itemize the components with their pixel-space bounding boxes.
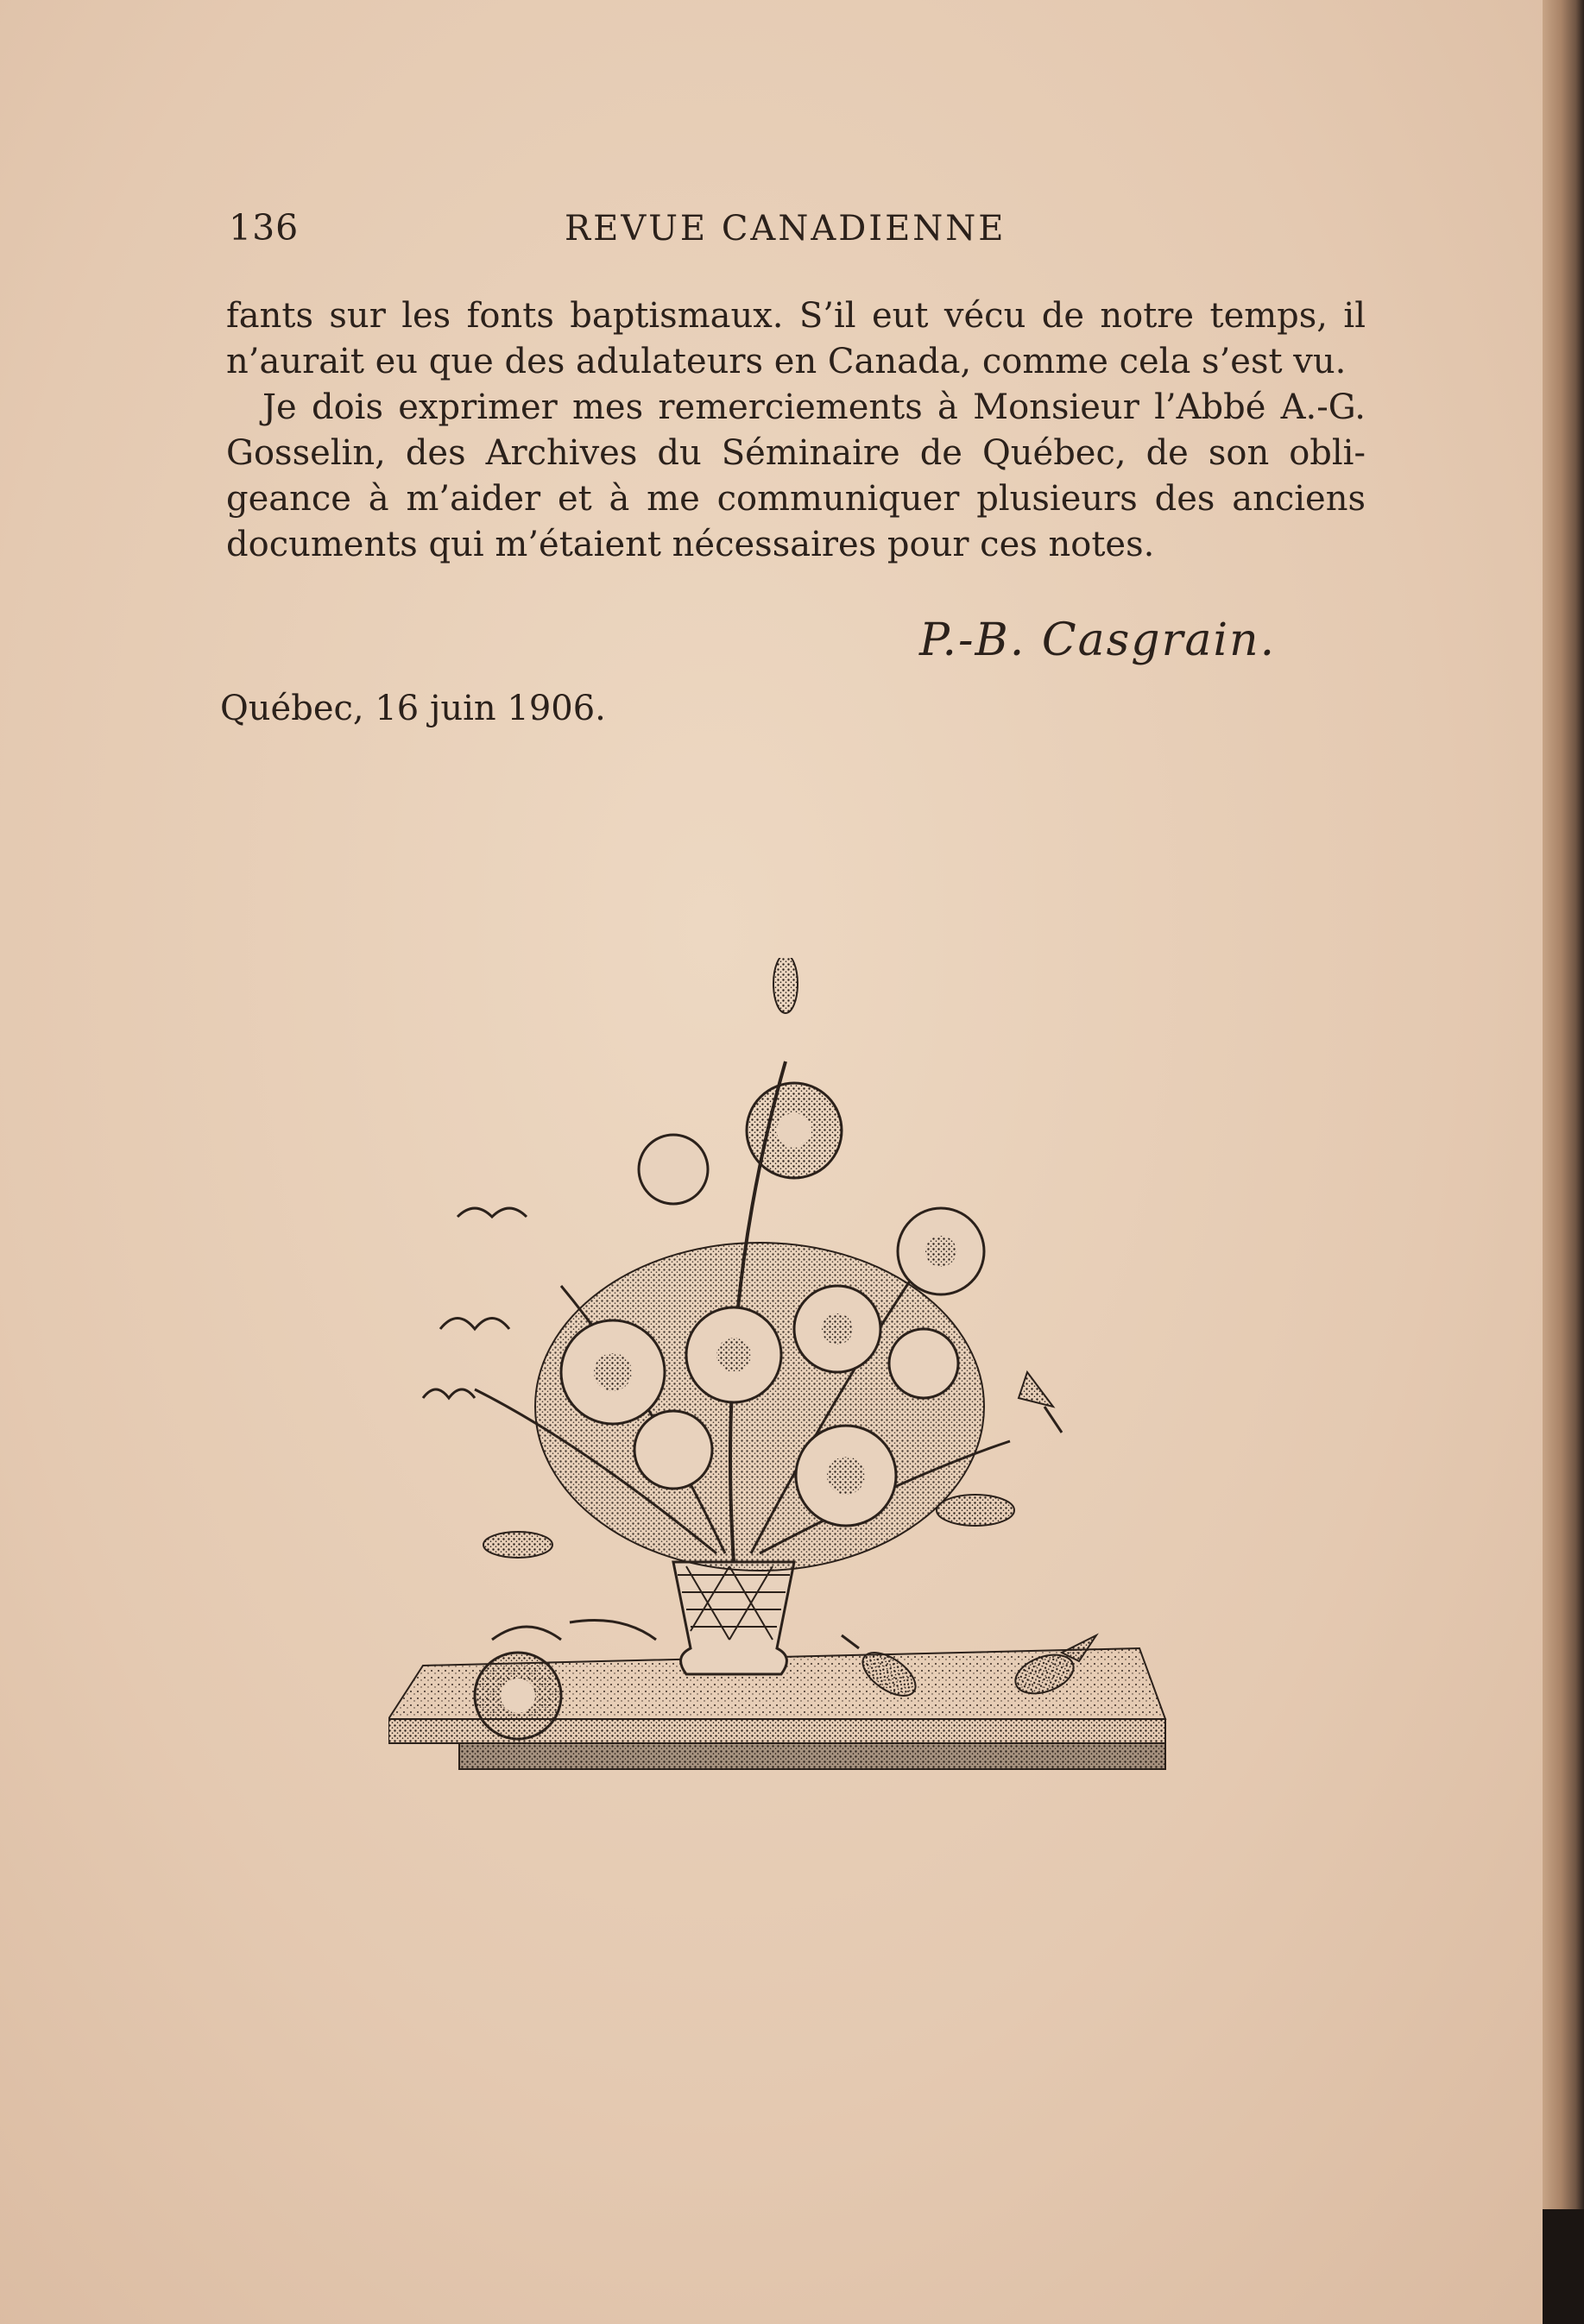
text-line: fants sur les fonts baptismaux. S’il eut vécu de notre temps, il <box>226 296 1366 336</box>
flower-bouquet <box>423 958 1062 1571</box>
text-line: Gosselin, des Archives du Séminaire de Québec, de son obli- <box>226 433 1366 473</box>
book-edge-shadow <box>1543 2209 1584 2324</box>
text-line: n’aurait eu que des adulateurs en Canada, comme cela s’est vu. <box>226 342 1347 381</box>
body-text <box>226 293 1366 568</box>
text-line: geance à m’aider et à me communiquer plusieurs des anciens <box>226 479 1366 519</box>
running-title: REVUE CANADIENNE <box>565 209 1007 249</box>
text-line: documents qui m’étaient nécessaires pour ces notes. <box>226 525 1155 564</box>
vase <box>673 1562 794 1674</box>
running-header <box>226 207 1374 259</box>
page-number: 136 <box>229 207 300 249</box>
book-gutter <box>1543 0 1584 2324</box>
text-line: Je dois exprimer mes remerciements à Monsieur l’Abbé A.-G. <box>262 387 1366 427</box>
author-signature: P.-B. Casgrain. <box>919 614 1277 666</box>
flower-vase-vignette-icon <box>388 958 1183 1821</box>
place-date: Québec, 16 juin 1906. <box>220 689 606 728</box>
